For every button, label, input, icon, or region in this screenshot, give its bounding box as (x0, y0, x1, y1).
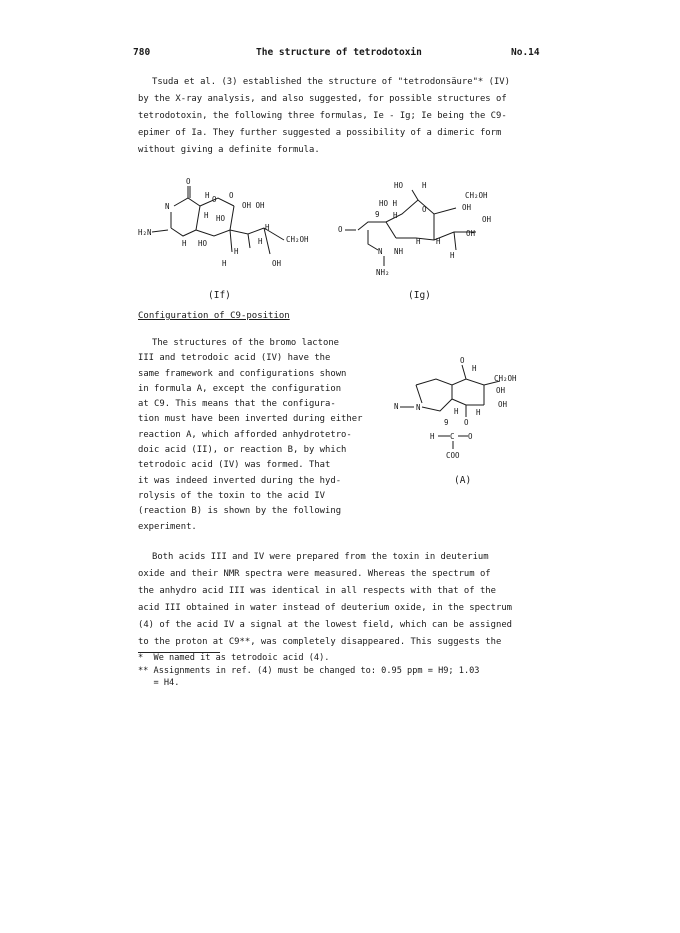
text-line: experiment. (138, 521, 197, 532)
figure-label-a: (A) (454, 475, 472, 486)
svg-text:H: H (472, 364, 477, 373)
svg-text:O: O (229, 191, 234, 200)
figure-label-if: (If) (208, 290, 231, 301)
text-line: The structures of the bromo lactone (152, 338, 340, 348)
svg-text:H: H (393, 211, 398, 220)
svg-text:O: O (186, 177, 191, 186)
text-line: oxide and their NMR spectra were measured. Whereas the spectrum of (138, 569, 491, 579)
svg-text:H: H (204, 211, 209, 220)
text-line: same framework and configurations shown (138, 368, 347, 379)
figure-label-ig: (Ig) (408, 290, 431, 301)
footnote-line: = H4. (138, 678, 180, 688)
text-line: at C9. This means that the configura- (138, 399, 336, 410)
text-line: rolysis of the toxin to the acid IV (138, 490, 326, 501)
acids-paragraph (138, 549, 512, 651)
svg-text:O: O (212, 195, 217, 204)
svg-text:NH: NH (394, 247, 404, 256)
text-line: III and tetrodoic acid (IV) have the (138, 353, 331, 364)
svg-text:H: H (476, 408, 481, 417)
section-heading: Configuration of C9-position (138, 311, 290, 321)
svg-text:OH: OH (498, 400, 508, 409)
svg-text:H₂N: H₂N (138, 228, 152, 237)
text-line: (4) of the acid IV a signal at the lowest field, which can be assigned (138, 620, 513, 630)
running-title: The structure of tetrodotoxin (256, 47, 422, 58)
svg-text:NH₂: NH₂ (376, 268, 390, 277)
footnote-line: ** Assignments in ref. (4) must be changed to: 0.95 ppm = H9; 1.03 (138, 665, 480, 676)
text-line: (reaction B) is shown by the following (138, 506, 342, 517)
svg-text:HO: HO (216, 214, 226, 223)
svg-text:H: H (454, 407, 459, 416)
text-line: acid III obtained in water instead of deuterium oxide, in the spectrum (138, 603, 513, 613)
svg-text:OH: OH (466, 229, 476, 238)
issue-number: No.14 (511, 47, 540, 58)
text-line: the anhydro acid III was identical in all respects with that of the (138, 586, 496, 596)
svg-text:H: H (258, 237, 263, 246)
svg-text:O: O (338, 225, 343, 234)
svg-text:H: H (234, 247, 239, 256)
text-line: doic acid (II), or reaction B, by which (138, 445, 347, 456)
svg-text:O: O (460, 356, 465, 365)
svg-text:H: H (430, 432, 435, 441)
text-line: tetrodotoxin, the following three formulas, Ie - Ig; Ie being the C9- (138, 111, 507, 121)
svg-text:H: H (205, 191, 210, 200)
svg-text:N: N (378, 247, 383, 256)
svg-text:OH: OH (272, 259, 282, 268)
svg-text:OH: OH (482, 215, 492, 224)
svg-text:H: H (222, 259, 227, 268)
config-paragraph (138, 336, 362, 535)
text-line: reaction A, which afforded anhydrotetro- (138, 429, 352, 440)
text-line: it was indeed inverted during the hyd- (138, 475, 342, 486)
svg-text:9: 9 (375, 210, 380, 219)
text-line: to the proton at C9**, was completely disappeared. This suggests the (138, 637, 502, 647)
footnote-line: * We named it as tetrodoic acid (4). (138, 653, 330, 663)
text-line: Tsuda et al. (3) established the structure of "tetrodonsäure"* (IV) (152, 77, 510, 87)
svg-text:H: H (450, 251, 455, 260)
text-line: in formula A, except the configuration (138, 383, 342, 394)
svg-text:O: O (422, 205, 427, 214)
svg-text:H: H (436, 237, 441, 246)
svg-text:OH: OH (462, 203, 472, 212)
svg-text:CH₂OH: CH₂OH (286, 235, 309, 244)
svg-text:H: H (265, 223, 270, 232)
structure-if-diagram (138, 174, 343, 274)
text-line: epimer of Ia. They further suggested a possibility of a dimeric form (138, 128, 502, 138)
svg-text:HO: HO (198, 239, 208, 248)
svg-text:COO: COO (446, 451, 460, 460)
svg-text:O: O (468, 432, 473, 441)
svg-text:9: 9 (444, 418, 449, 427)
text-line: Both acids III and IV were prepared from the toxin in deuterium (152, 552, 489, 562)
svg-text:N: N (416, 403, 421, 412)
svg-text:HO H: HO H (379, 199, 398, 208)
svg-text:N: N (165, 202, 170, 211)
footnotes (138, 652, 479, 690)
svg-text:N: N (394, 402, 399, 411)
text-line: without giving a definite formula. (138, 145, 320, 155)
structure-ig-diagram (338, 174, 538, 284)
svg-text:H: H (416, 237, 421, 246)
svg-text:C: C (450, 432, 455, 441)
svg-text:CH₂OH: CH₂OH (465, 191, 488, 200)
svg-text:OH: OH (496, 386, 506, 395)
intro-paragraph (138, 74, 510, 159)
text-line: tetrodoic acid (IV) was formed. That (138, 460, 331, 471)
svg-text:OH OH: OH OH (242, 201, 265, 210)
svg-text:H: H (182, 239, 187, 248)
text-line: by the X-ray analysis, and also suggested, for possible structures of (138, 94, 507, 104)
structure-a-diagram (392, 355, 542, 465)
svg-text:CH₂OH: CH₂OH (494, 374, 517, 383)
page-number: 780 (133, 47, 151, 58)
svg-text:H: H (422, 181, 427, 190)
text-line: tion must have been inverted during either (138, 414, 363, 425)
svg-text:O: O (464, 418, 469, 427)
svg-text:HO: HO (394, 181, 404, 190)
